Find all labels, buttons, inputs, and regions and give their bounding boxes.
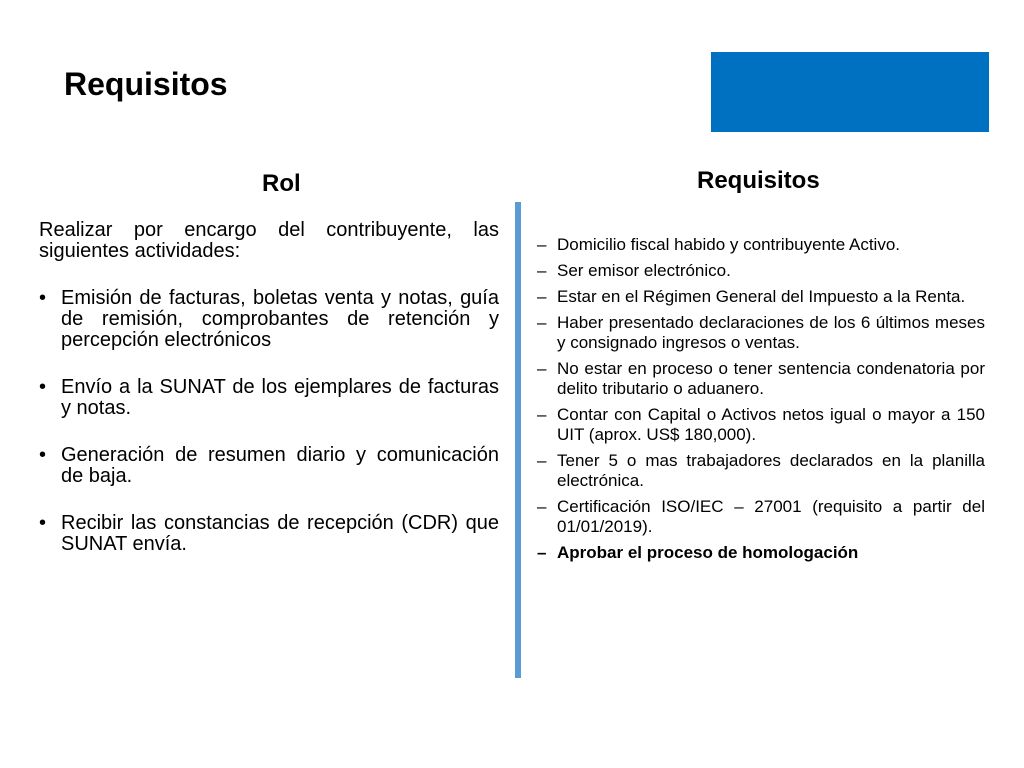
dash-marker: –: [537, 261, 547, 280]
requisito-item: – Estar en el Régimen General del Impuesto a la Renta.: [537, 287, 966, 306]
requisitos-column: [537, 235, 985, 569]
rol-item: • Generación de resumen diario y comunicación de baja.: [39, 444, 499, 487]
requisito-item: – Certificación ISO/IEC – 27001 (requisito a partir del 01/01/2019).: [537, 497, 985, 536]
bullet-marker: •: [39, 287, 47, 309]
rol-item: • Emisión de facturas, boletas venta y notas, guía de remisión, comprobantes de retención y percepción electrónicos: [39, 287, 499, 351]
bullet-marker: •: [39, 444, 47, 466]
dash-marker: –: [537, 497, 547, 516]
requisito-item: – Domicilio fiscal habido y contribuyente Activo.: [537, 235, 900, 254]
dash-marker: –: [537, 405, 547, 424]
requisito-item: – Haber presentado declaraciones de los 6 últimos meses y consignado ingresos o ventas.: [537, 313, 985, 352]
rol-column: [39, 220, 499, 581]
dash-marker: –: [537, 543, 547, 562]
requisito-item: – No estar en proceso o tener sentencia condenatoria por delito tributario o aduanero.: [537, 359, 985, 398]
requisitos-list: [537, 235, 985, 563]
bullet-marker: •: [39, 376, 47, 398]
rol-list: [39, 288, 499, 555]
rol-item: • Envío a la SUNAT de los ejemplares de facturas y notas.: [39, 376, 499, 419]
requisito-item: – Contar con Capital o Activos netos igual o mayor a 150 UIT (aprox. US$ 180,000).: [537, 405, 985, 444]
requisito-item: – Ser emisor electrónico.: [537, 261, 731, 280]
dash-marker: –: [537, 313, 547, 332]
requisito-item: – Tener 5 o mas trabajadores declarados en la planilla electrónica.: [537, 451, 985, 490]
bullet-marker: •: [39, 512, 47, 534]
rol-heading: Rol: [262, 170, 301, 197]
rol-item: • Recibir las constancias de recepción (CDR) que SUNAT envía.: [39, 512, 499, 555]
dash-marker: –: [537, 287, 547, 306]
dash-marker: –: [537, 359, 547, 378]
column-divider: [515, 202, 521, 678]
requisitos-heading: Requisitos: [697, 167, 820, 194]
dash-marker: –: [537, 235, 547, 254]
requisito-item-homologacion: – Aprobar el proceso de homologación: [537, 543, 859, 562]
rol-intro: Realizar por encargo del contribuyente, las siguientes actividades:: [39, 219, 499, 262]
slide-title: Requisitos: [64, 66, 228, 102]
accent-rectangle: [711, 52, 989, 132]
dash-marker: –: [537, 451, 547, 470]
